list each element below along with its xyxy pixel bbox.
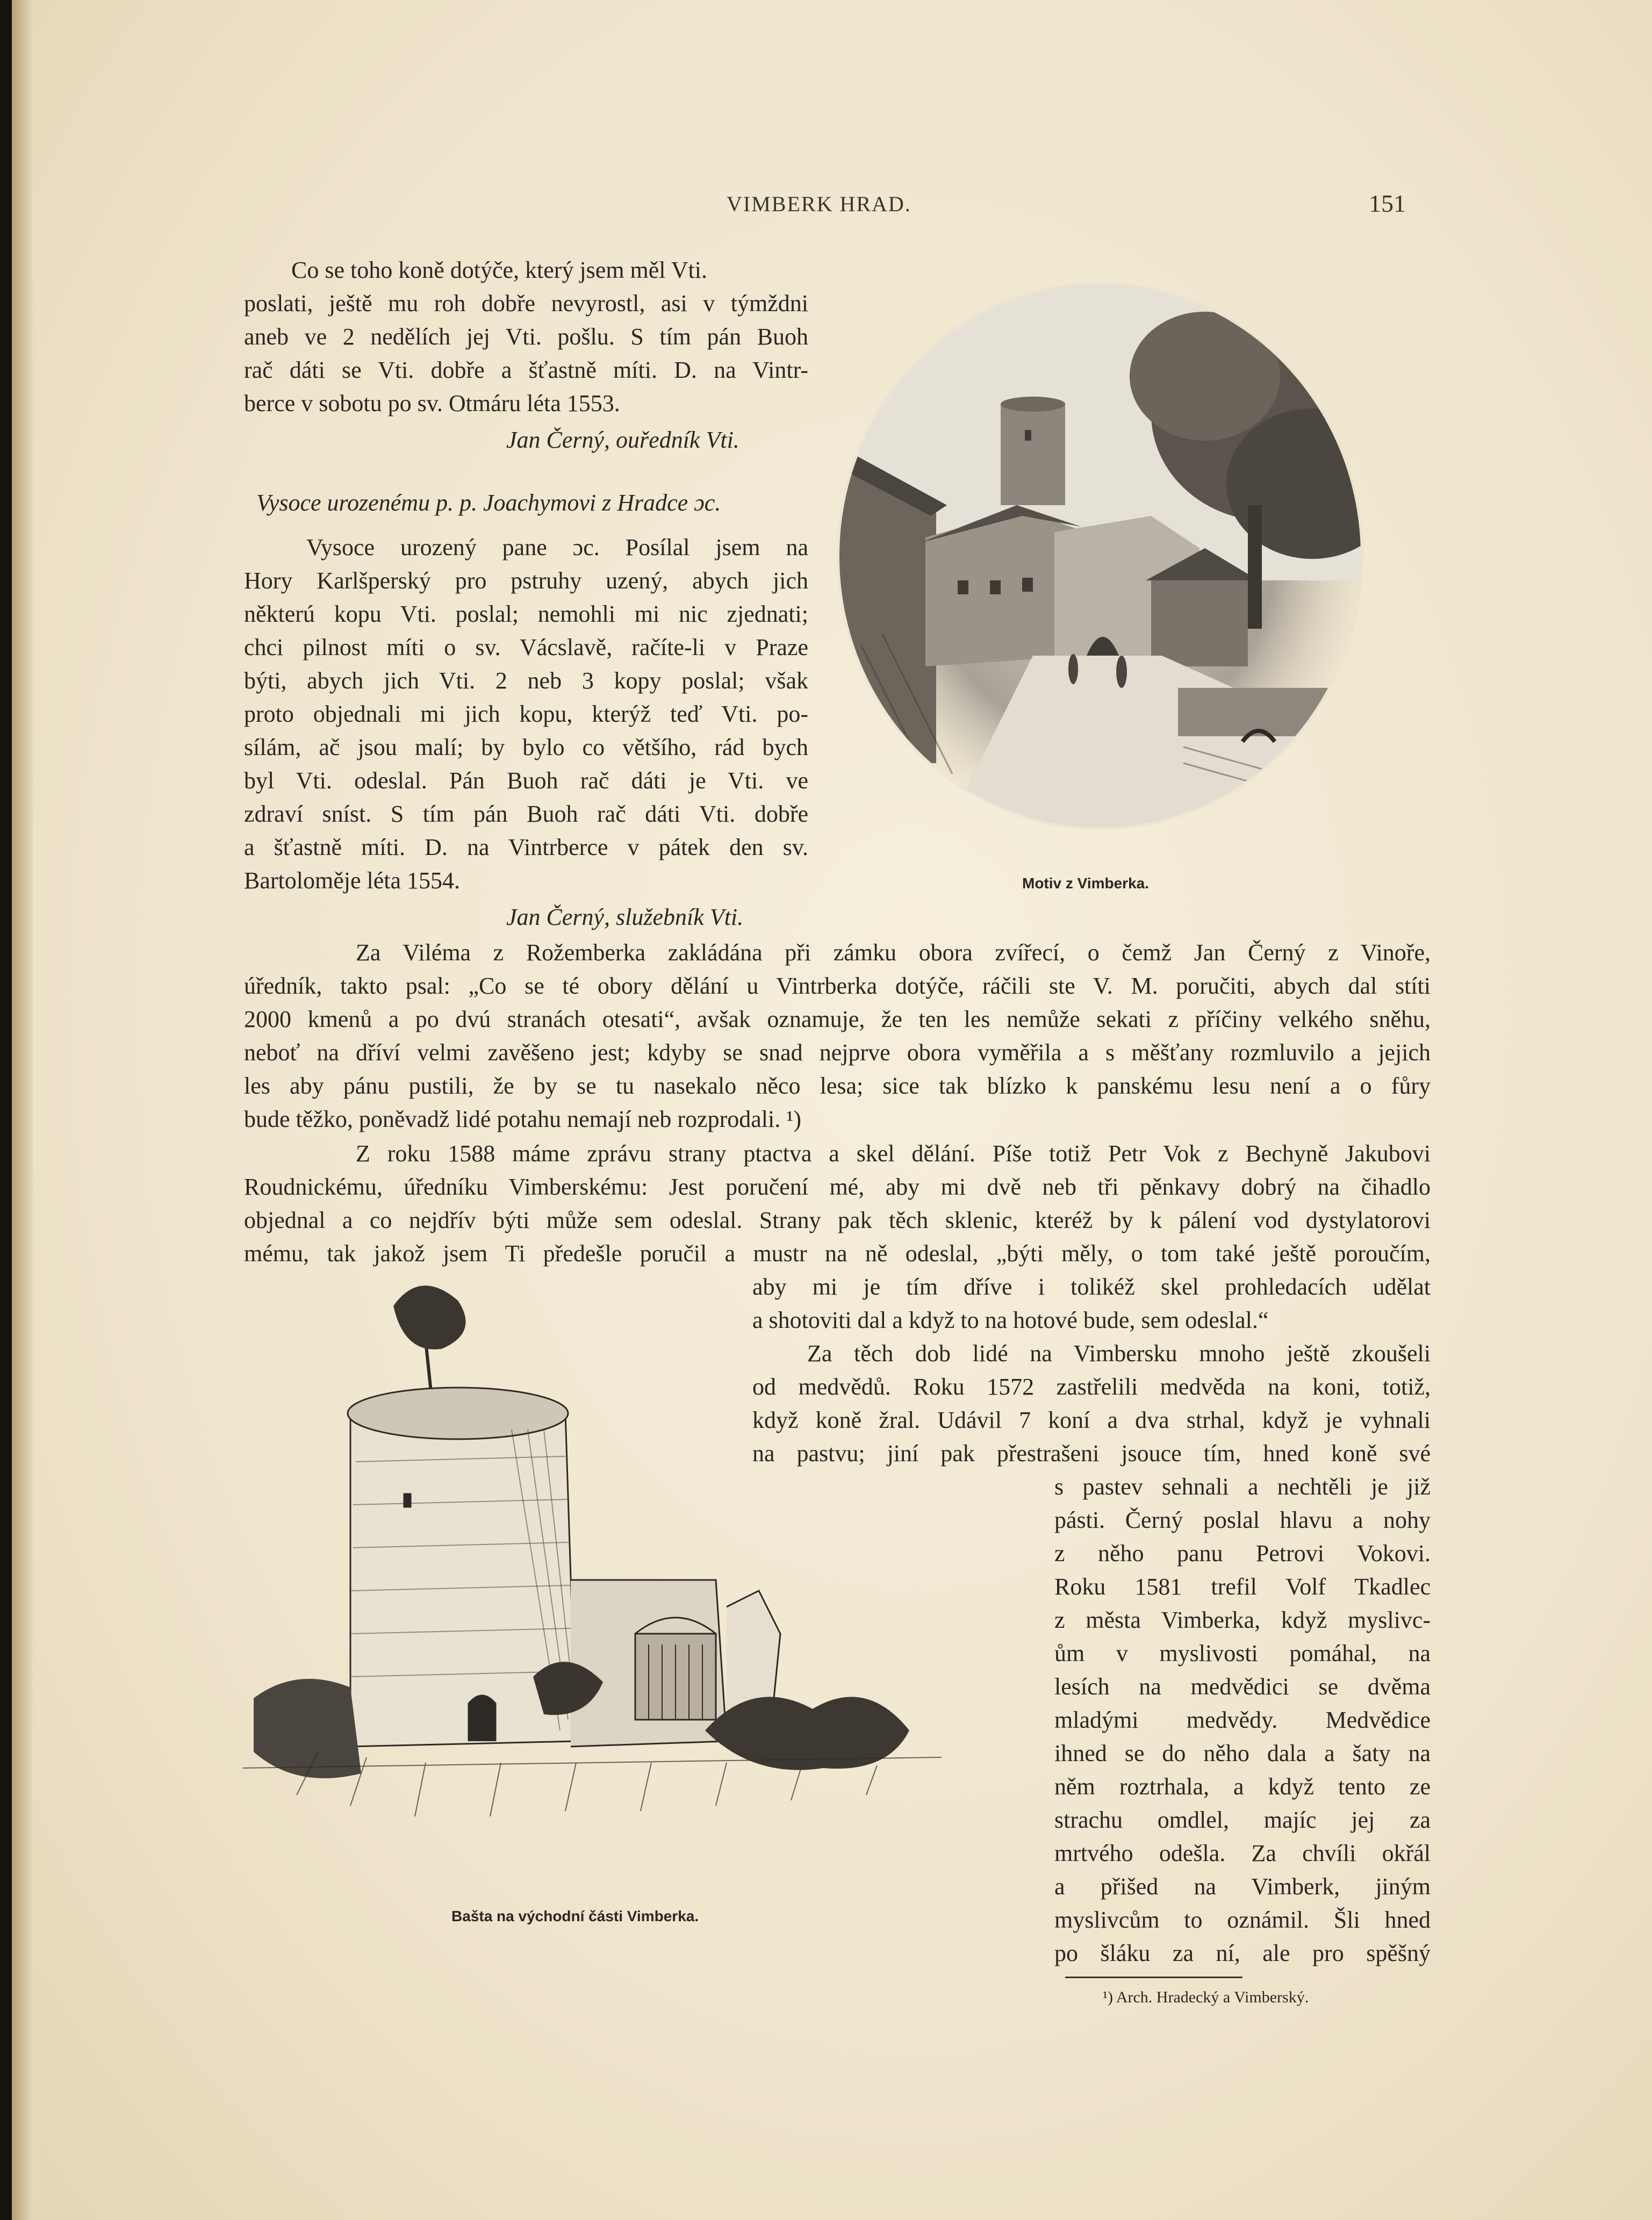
figure1-caption: Motiv z Vimberka. <box>1022 875 1150 892</box>
page-number: 151 <box>1369 190 1406 217</box>
letter2-line: některú kopu Vti. poslal; nemohli mi nic zjednati; <box>244 601 808 627</box>
letter2-line: chci pilnost míti o sv. Vácslavě, račíte-li v Praze <box>244 634 808 660</box>
letter2-line: Hory Karlšperský pro pstruhy uzený, abych jich <box>244 567 808 594</box>
letter2-address: Vysoce urozenému p. p. Joachymovi z Hradce ɔc. <box>256 490 721 516</box>
para3-line: z něho panu Petrovi Vokovi. <box>1054 1540 1431 1567</box>
letter1-line: Co se toho koně dotýče, který jsem měl Vti. <box>291 257 707 283</box>
para3-line: Roku 1581 trefil Volf Tkadlec <box>1054 1574 1431 1600</box>
para3-line: od medvědů. Roku 1572 zastřelili medvěda na koni, totiž, <box>752 1374 1431 1400</box>
para2-line: aby mi je tím dříve i tolikéž skel prohledacích udělat <box>752 1274 1431 1300</box>
letter1-line: poslati, ještě mu roh dobře nevyrostl, asi v týmždni <box>244 290 808 317</box>
letter1-signature: Jan Černý, ouředník Vti. <box>506 427 739 453</box>
para3-line: mladými medvědy. Medvědice <box>1054 1707 1431 1733</box>
para1-line: neboť na dříví velmi zavěšeno jest; kdyby se snad nejprve obora vyměřila a s měšťany rozmluvilo a jejich <box>244 1039 1431 1066</box>
letter1-line: aneb ve 2 nedělích jej Vti. pošlu. S tím pán Buoh <box>244 324 808 350</box>
footnote: ¹) Arch. Hradecký a Vimberský. <box>1103 1988 1309 2006</box>
para1-line: bude těžko, poněvadž lidé potahu nemají neb rozprodali. ¹) <box>244 1106 802 1132</box>
para3-line: myslivcům to oznámil. Šli hned <box>1054 1907 1431 1933</box>
para3-line: a přišed na Vimberk, jiným <box>1054 1873 1431 1900</box>
para1-line: 2000 kmenů a po dvú stranách otesati“, avšak oznamuje, že ten les nemůže sekati z příčiny velkého sněhu, <box>244 1006 1431 1032</box>
para2-line: mému, tak jakož jsem Ti předešle poručil a mustr na ně odeslal, „býti měly, o tom také ještě poroučím, <box>244 1240 1431 1267</box>
book-page <box>12 0 1652 2220</box>
para1-line: úředník, takto psal: „Co se té obory dělání u Vintrberka dotýče, ráčili ste V. M. poručiti, abych dal stíti <box>244 973 1431 999</box>
letter2-line: proto objednali mi jich kopu, kterýž teď Vti. po- <box>244 701 808 727</box>
para3-line: strachu omdlel, majíc jej za <box>1054 1807 1431 1833</box>
figure-bastion-sketch <box>189 1258 1028 1892</box>
running-header: VIMBERK HRAD. <box>727 192 911 216</box>
letter2-line: Bartoloměje léta 1554. <box>244 867 460 894</box>
para3-line: lesích na medvědici se dvěma <box>1054 1673 1431 1700</box>
letter2-line: a šťastně míti. D. na Vintrberce v pátek den sv. <box>244 834 808 860</box>
para3-line: ům v myslivosti pomáhal, na <box>1054 1640 1431 1666</box>
letter2-line: byl Vti. odeslal. Pán Buoh rač dáti je Vti. ve <box>244 767 808 794</box>
para2-line: Z roku 1588 máme zprávu strany ptactva a skel dělání. Píše totiž Petr Vok z Bechyně Jakubovi <box>356 1140 1431 1167</box>
para3-line: s pastev sehnali a nechtěli je již <box>1054 1474 1431 1500</box>
letter2-line: býti, abych jich Vti. 2 neb 3 kopy poslal; však <box>244 667 808 694</box>
para3-line: mrtvého odešla. Za chvíli okřál <box>1054 1840 1431 1866</box>
letter1-line: berce v sobotu po sv. Otmáru léta 1553. <box>244 390 620 416</box>
para3-line: Za těch dob lidé na Vimbersku mnoho ještě zkoušeli <box>807 1340 1431 1367</box>
letter1-line: rač dáti se Vti. dobře a šťastně míti. D. na Vintr- <box>244 357 808 383</box>
letter2-line: zdraví sníst. S tím pán Buoh rač dáti Vti. dobře <box>244 801 808 827</box>
figure-town-vignette <box>829 279 1377 871</box>
para2-line: objednal a co nejdřív býti může sem odeslal. Strany pak těch sklenic, kteréž by k pálení vod dystylatorovi <box>244 1207 1431 1233</box>
para3-line: ihned se do něho dala a šaty na <box>1054 1740 1431 1766</box>
figure2-caption: Bašta na východní části Vimberka. <box>451 1908 699 1924</box>
para3-line: něm roztrhala, a když tento ze <box>1054 1773 1431 1800</box>
para3-line: po šláku za ní, ale pro spěšný <box>1054 1940 1431 1966</box>
page-spine-edge <box>12 0 33 2220</box>
para3-line: když koně žral. Udávil 7 koní a dva strhal, když je vyhnali <box>752 1407 1431 1433</box>
para1-line: Za Viléma z Rožemberka zakládána při zámku obora zvířecí, o čemž Jan Černý z Vinoře, <box>356 939 1431 966</box>
letter2-line: sílám, ač jsou malí; by bylo co většího, rád bych <box>244 734 808 760</box>
para3-line: na pastvu; jiní pak přestrašeni jsouce tím, hned koně své <box>752 1440 1431 1467</box>
letter2-line: Vysoce urozený pane ɔc. Posílal jsem na <box>306 534 808 561</box>
para3-line: z města Vimberka, když myslivc- <box>1054 1607 1431 1633</box>
para1-line: les aby pánu pustili, že by se tu nasekalo něco lesa; sice tak blízko k panskému lesu není a o fůry <box>244 1073 1431 1099</box>
para2-line: a shotoviti dal a když to na hotové bude, sem odeslal.“ <box>752 1307 1269 1333</box>
para2-line: Roudnickému, úředníku Vimberskému: Jest poručení mé, aby mi dvě neb tři pěnkavy dobrý na čihadlo <box>244 1174 1431 1200</box>
footnote-rule <box>1065 1977 1242 1978</box>
para3-line: pásti. Černý poslal hlavu a nohy <box>1054 1507 1431 1533</box>
letter2-signature: Jan Černý, služebník Vti. <box>506 904 744 930</box>
